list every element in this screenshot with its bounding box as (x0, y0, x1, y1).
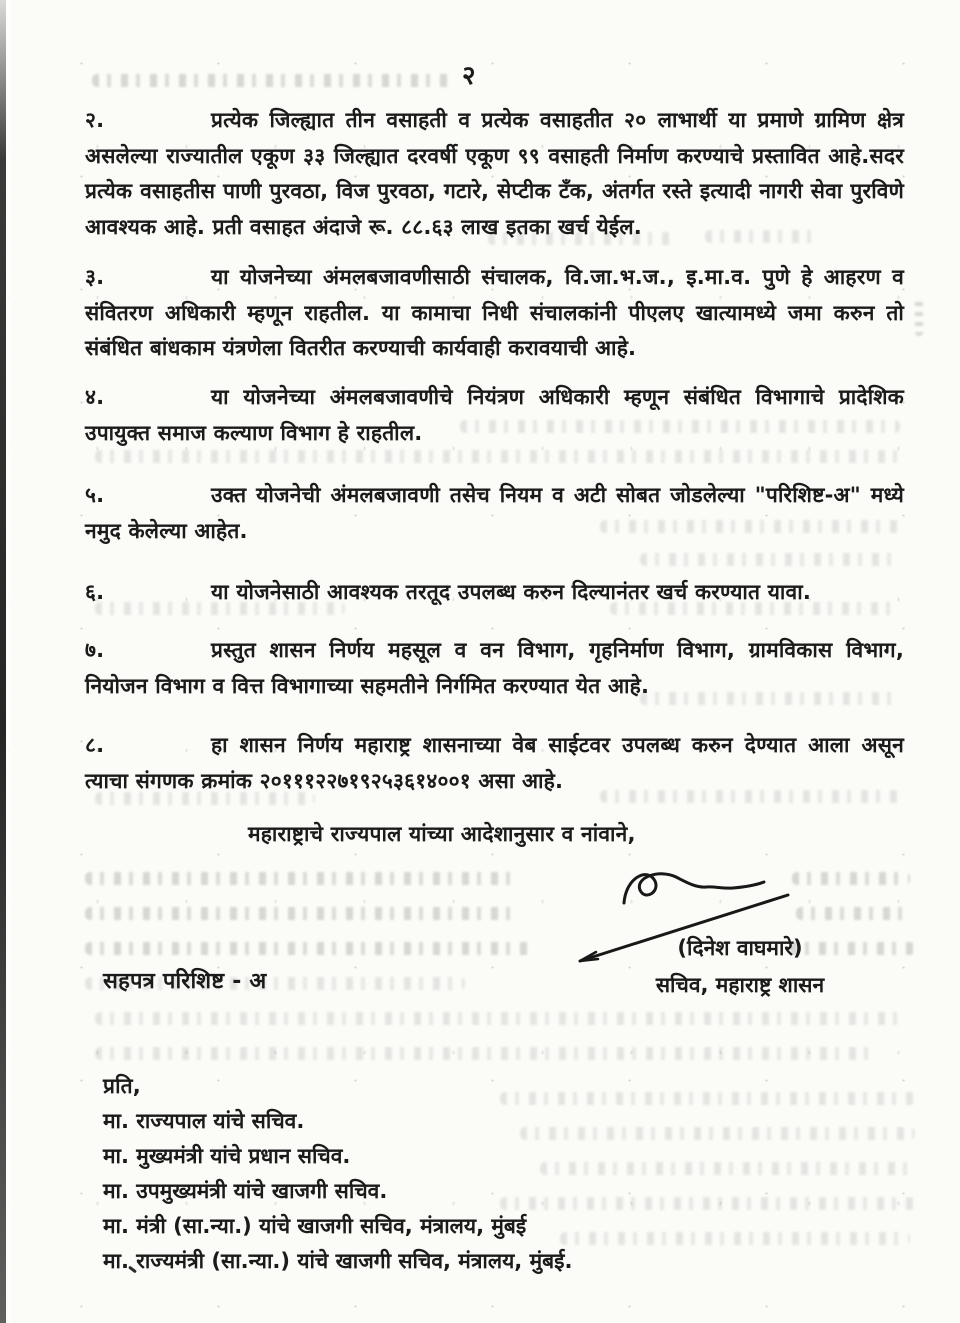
paragraph-text: हा शासन निर्णय महाराष्ट्र शासनाच्या वेब साईटवर उपलब्ध करुन देण्यात आला असून त्याचा संगणक क्रमांक २०१११२२७१९२५३६१४००१ असा आहे. (85, 733, 904, 793)
scan-smudge (520, 1127, 915, 1140)
paragraph-5 (85, 478, 904, 549)
scan-smudge (85, 872, 515, 885)
scan-smudge (95, 1012, 900, 1025)
recipient-item: मा. राज्यपाल यांचे सचिव. (103, 1109, 305, 1133)
order-by-line: महाराष्ट्राचे राज्यपाल यांच्या आदेशानुसार व नांवाने, (248, 822, 636, 846)
paragraph-number: ७. (85, 638, 105, 662)
scan-smudge (540, 1162, 915, 1175)
copy-to-heading: प्रति, (103, 1074, 141, 1098)
paragraph-text: प्रत्येक जिल्ह्यात तीन वसाहती व प्रत्येक वसाहतीत २० लाभार्थी या प्रमाणे ग्रामिण क्षेत्र असलेल्या राज्यातील एकूण ३३ जिल्ह्यात दरवर्षी एकूण ९९ वसाहती निर्माण करण्याचे प्रस्तावित आहे.सदर प्रत्येक वसाहतीस पाणी पुरवठा, विज पुरवठा, गटारे, सेप्टीक टँक, अंतर्गत रस्ते इत्यादी नागरी सेवा पुरविणे आवश्यक आहे. प्रती वसाहत अंदाजे रू. ८८.६३ लाख इतका खर्च येईल. (85, 108, 904, 239)
scan-smudge (92, 74, 452, 87)
paragraph-text: या योजनेच्या अंमलबजावणीचे नियंत्रण अधिकारी म्हणून संबंधित विभागाचे प्रादेशिक उपायुक्त समाज कल्याण विभाग हे राहतील. (85, 385, 904, 445)
page-edge-gap (6, 0, 11, 1323)
paragraph-2 (85, 103, 904, 245)
paragraph-3 (85, 260, 904, 367)
scan-smudge (640, 553, 900, 566)
paragraph-number: ४. (85, 385, 105, 409)
scan-smudge (796, 907, 911, 920)
paragraph-number: २. (85, 108, 105, 132)
recipient-item: मा. उपमुख्यमंत्री यांचे खाजगी सचिव. (103, 1179, 388, 1203)
recipient-item: मा. मुख्यमंत्री यांचे प्रधान सचिव. (103, 1144, 351, 1168)
scan-smudge (95, 1047, 875, 1060)
paragraph-number: ८. (85, 733, 105, 757)
paragraph-number: ६. (85, 580, 105, 604)
paragraph-text: प्रस्तुत शासन निर्णय महसूल व वन विभाग, गृहनिर्माण विभाग, ग्रामविकास विभाग, नियोजन विभाग व वित्त विभागाच्या सहमतीने निर्गमित करण्यात येत आहे. (85, 638, 904, 698)
paragraph-text: उक्त योजनेची अंमलबजावणी तसेच नियम व अटी सोबत जोडलेल्या "परिशिष्ट-अ" मध्ये नमुद केलेल्या आहेत. (85, 483, 904, 543)
recipient-list (103, 1104, 572, 1279)
scan-smudge (85, 907, 515, 920)
page-number: २ (462, 61, 476, 91)
paragraph-text: या योजनेसाठी आवश्यक तरतूद उपलब्ध करुन दिल्यानंतर खर्च करण्यात यावा. (211, 580, 812, 604)
paragraph-6 (85, 575, 904, 611)
scan-smudge (85, 942, 535, 955)
recipient-item: मा. राज्यमंत्री (सा.न्या.) यांचे खाजगी सचिव, मंत्रालय, मुंबई. (103, 1249, 573, 1273)
enclosure-note: सहपत्र परिशिष्ट - अ (103, 969, 267, 994)
paragraph-number: ३. (85, 265, 105, 289)
scan-smudge (792, 872, 910, 885)
paragraph-number: ५. (85, 483, 105, 507)
signatory-block (600, 930, 880, 1004)
scan-smudge (915, 296, 923, 336)
paragraph-text: या योजनेच्या अंमलबजावणीसाठी संचालक, वि.जा.भ.ज., इ.मा.व. पुणे हे आहरण व संवितरण अधिकारी म्हणून राहतील. या कामाचा निधी संचालकांनी पीएलए खात्यामध्ये जमा करुन तो संबंधित बांधकाम यंत्रणेला वितरीत करण्याची कार्यवाही करावयाची आहे. (85, 265, 904, 360)
signatory-designation: सचिव, महाराष्ट्र शासन (655, 973, 825, 997)
paragraph-8 (85, 728, 904, 799)
paragraph-4 (85, 380, 904, 451)
paragraph-7 (85, 633, 904, 704)
recipient-item: मा. मंत्री (सा.न्या.) यांचे खाजगी सचिव, मंत्रालय, मुंबई (103, 1214, 527, 1238)
signatory-name: (दिनेश वाघमारे) (677, 936, 803, 960)
scan-smudge (560, 1232, 910, 1245)
scan-smudge (95, 450, 900, 463)
